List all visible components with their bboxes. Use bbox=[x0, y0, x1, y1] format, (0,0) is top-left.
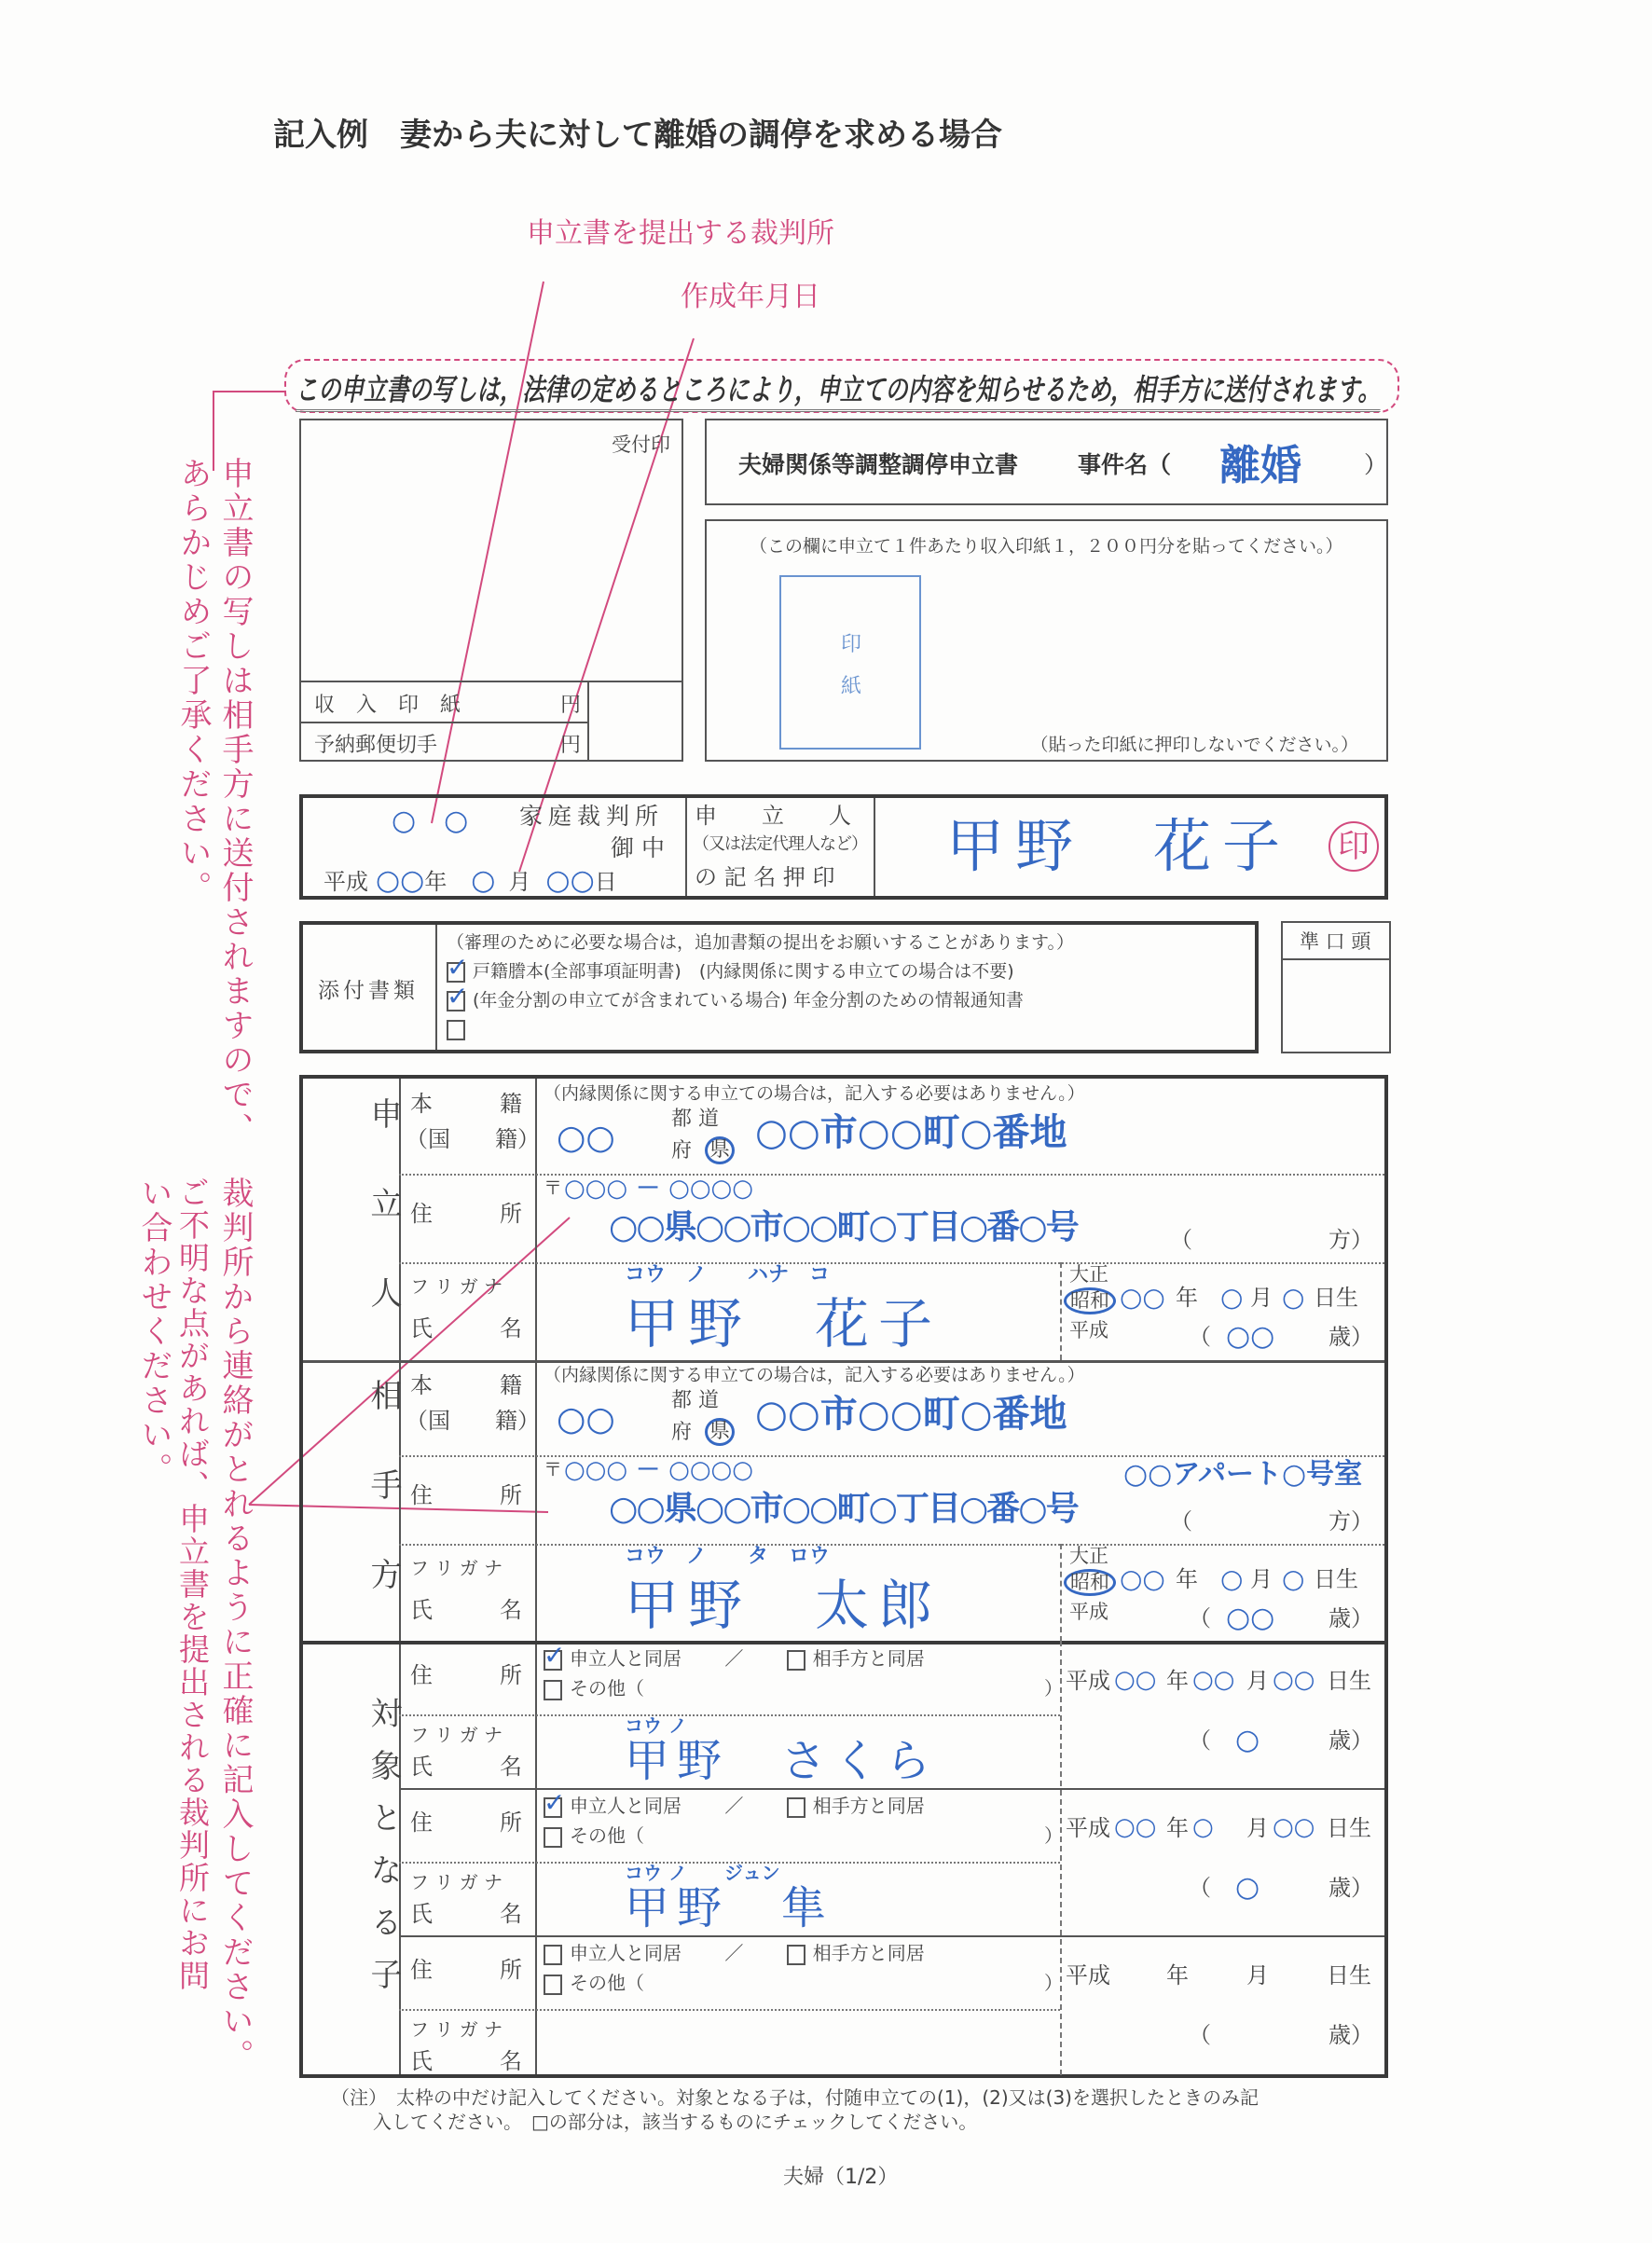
respondent-naien-note: （内縁関係に関する申立ての場合は，記入する必要はありません。） bbox=[544, 1365, 1085, 1385]
respondent-kata-open: （ bbox=[1170, 1508, 1192, 1534]
child-age-unit: 歳） bbox=[1328, 1875, 1373, 1901]
attachment-item[interactable] bbox=[447, 958, 1014, 984]
applicant-furigana-label: フ リ ガ ナ bbox=[410, 1275, 503, 1298]
applicant-name[interactable]: 甲野 花子 bbox=[625, 1292, 943, 1355]
respondent-postal-mark: 〒 bbox=[544, 1458, 562, 1480]
with-applicant-checkbox[interactable] bbox=[544, 1650, 562, 1671]
applicant-birth-day[interactable]: ○ bbox=[1282, 1282, 1305, 1313]
checkbox[interactable] bbox=[447, 991, 465, 1011]
child-other-option bbox=[544, 1676, 644, 1700]
date-day[interactable]: ○○ bbox=[545, 864, 595, 897]
stamp-box-label-top: 印 bbox=[841, 633, 862, 656]
case-name[interactable]: 離婚 bbox=[1219, 442, 1301, 489]
page-label: 夫婦（1/2） bbox=[783, 2166, 899, 2189]
child-age-open: （ bbox=[1189, 1727, 1211, 1754]
attachments-box bbox=[299, 921, 1259, 1053]
signer-label-2: （又は法定代理人など） bbox=[693, 834, 867, 854]
notice-box bbox=[284, 359, 1399, 413]
with-respondent-checkbox[interactable] bbox=[787, 1650, 805, 1671]
stamp-box-label-bottom: 紙 bbox=[841, 675, 862, 698]
child-shimei-label: 氏 名 bbox=[410, 1754, 522, 1780]
child-shimei-label: 氏 名 bbox=[410, 2048, 522, 2074]
signer-label-3: の 記 名 押 印 bbox=[695, 864, 835, 890]
child-month-unit: 月 bbox=[1246, 1962, 1269, 1988]
respondent-year-unit: 年 bbox=[1176, 1566, 1198, 1592]
option-separator: ／ bbox=[724, 1942, 744, 1964]
child-jusho-label: 住 所 bbox=[410, 1957, 522, 1983]
junkoto-label: 準 口 頭 bbox=[1300, 930, 1371, 953]
child-furigana-label: フ リ ガ ナ bbox=[410, 1724, 503, 1746]
respondent-birth-month[interactable]: ○ bbox=[1220, 1563, 1244, 1594]
respondent-age-open: （ bbox=[1189, 1605, 1211, 1631]
applicant-birth-year[interactable]: ○○ bbox=[1120, 1282, 1165, 1313]
applicant-side-label: 申立人 bbox=[365, 1097, 402, 1366]
court-name[interactable]: ○ ○ bbox=[392, 805, 469, 837]
respondent-fu-label: 府 bbox=[671, 1421, 693, 1444]
child-age[interactable]: ○ bbox=[1235, 1871, 1260, 1904]
respondent-jusho-label: 住 所 bbox=[410, 1482, 522, 1508]
attachments-note: （審理のために必要な場合は，追加書類の提出をお願いすることがあります。） bbox=[447, 932, 1074, 953]
date-day-unit: 日 bbox=[594, 869, 617, 895]
signer-label-1: 申 立 人 bbox=[695, 803, 851, 829]
respondent-day-unit: 日生 bbox=[1314, 1566, 1358, 1592]
applicant-honseki-label: 本 籍 bbox=[410, 1091, 522, 1117]
child-birth-month[interactable]: ○○ bbox=[1192, 1666, 1235, 1694]
with-respondent-checkbox[interactable] bbox=[787, 1945, 805, 1965]
other-label: その他（ bbox=[570, 1972, 644, 1994]
child-jusho-label: 住 所 bbox=[410, 1810, 522, 1836]
side-note-3: 裁判所から連絡がとれるように正確に記入してください。 bbox=[216, 1177, 254, 2073]
respondent-kata-label: 方） bbox=[1328, 1508, 1373, 1534]
respondent-section bbox=[303, 1360, 1384, 1647]
applicant-age-unit: 歳） bbox=[1328, 1324, 1373, 1350]
side-note-1: 申立書の写しは相手方に送付されますので、 bbox=[216, 457, 254, 1147]
court-suffix: 家庭裁判所 bbox=[519, 803, 665, 830]
child-age-open: （ bbox=[1189, 1875, 1211, 1901]
applicant-honseki-pref[interactable]: ○○ bbox=[557, 1119, 615, 1157]
respondent-birth-year[interactable]: ○○ bbox=[1120, 1563, 1165, 1594]
child-residence-options bbox=[544, 1646, 925, 1671]
applicant-era-showa-circled[interactable]: 昭和 bbox=[1064, 1287, 1116, 1314]
respondent-todo-label: 都 道 bbox=[671, 1389, 719, 1412]
child-birth-day[interactable]: ○○ bbox=[1273, 1813, 1315, 1841]
child-name[interactable]: 甲野 さくら bbox=[625, 1735, 939, 1787]
with-applicant-label: 申立人と同居 bbox=[570, 1795, 681, 1817]
other-checkbox[interactable] bbox=[544, 1680, 562, 1700]
other-close: ） bbox=[1044, 1972, 1063, 1994]
respondent-ken-circled[interactable]: 県 bbox=[705, 1418, 735, 1446]
date-month-unit: 月 bbox=[508, 869, 531, 895]
revenue-stamp-yen: 円 bbox=[560, 694, 582, 717]
with-applicant-label: 申立人と同居 bbox=[570, 1942, 681, 1964]
footnote-line-1: （注） 太枠の中だけ記入してください。対象となる子は，付随申立ての(1)，(2)又は(3)を選択したときのみ記 bbox=[331, 2086, 1259, 2109]
date-year-unit: 年 bbox=[424, 869, 447, 895]
applicant-naien-note: （内縁関係に関する申立ての場合は，記入する必要はありません。） bbox=[544, 1083, 1085, 1104]
respondent-era-heisei: 平成 bbox=[1069, 1601, 1108, 1623]
respondent-postal-code[interactable]: ○○○ － ○○○○ bbox=[564, 1456, 753, 1484]
attachment-item[interactable] bbox=[447, 987, 1024, 1013]
court-signature-box bbox=[299, 794, 1388, 900]
child-age[interactable]: ○ bbox=[1235, 1724, 1260, 1756]
applicant-kata-open: （ bbox=[1170, 1227, 1192, 1253]
child-residence-options bbox=[544, 1794, 925, 1818]
child-day-unit: 日生 bbox=[1327, 1668, 1371, 1694]
child-birth-month[interactable]: ○ bbox=[1192, 1813, 1214, 1841]
respondent-furigana-label: フ リ ガ ナ bbox=[410, 1557, 503, 1579]
applicant-section bbox=[303, 1079, 1384, 1366]
child-era: 平成 bbox=[1066, 1815, 1110, 1841]
applicant-kata-label: 方） bbox=[1328, 1227, 1373, 1253]
date-month[interactable]: ○ bbox=[471, 864, 496, 897]
reception-box bbox=[299, 419, 683, 762]
respondent-shimei-label: 氏 名 bbox=[410, 1597, 522, 1623]
applicant-kokuseki-label: （国 籍） bbox=[406, 1126, 540, 1152]
notice-text: この申立書の写しは，法律の定めるところにより，申立ての内容を知らせるため，相手方に送付されます。 bbox=[296, 366, 1381, 412]
child-name-kana[interactable]: コウ ノ bbox=[625, 1714, 687, 1737]
stamp-area bbox=[705, 519, 1388, 762]
case-label: 事件名（ bbox=[1078, 451, 1172, 478]
annotation-court: 申立書を提出する裁判所 bbox=[527, 217, 834, 250]
footnote-line-2: 入してください。 □の部分は，該当するものにチェックしてください。 bbox=[373, 2111, 978, 2133]
child-month-unit: 月 bbox=[1246, 1815, 1269, 1841]
child-age-open: （ bbox=[1189, 2022, 1211, 2048]
applicant-fu-label: 府 bbox=[671, 1139, 693, 1163]
child-year-unit: 年 bbox=[1166, 1962, 1189, 1988]
stamp-instruction: （この欄に申立て１件あたり収入印紙１，２００円分を貼ってください。） bbox=[750, 536, 1343, 557]
option-separator: ／ bbox=[724, 1647, 744, 1670]
respondent-birth-day[interactable]: ○ bbox=[1282, 1563, 1305, 1594]
date-era: 平成 bbox=[324, 869, 368, 895]
with-respondent-label: 相手方と同居 bbox=[812, 1647, 925, 1670]
child-birth-year[interactable]: ○○ bbox=[1114, 1813, 1157, 1841]
annotation-date: 作成年月日 bbox=[681, 281, 820, 313]
applicant-era-taisho: 大正 bbox=[1069, 1263, 1108, 1286]
side-note-4: ご不明な点があれば、申立書を提出される裁判所にお問 bbox=[174, 1177, 211, 1992]
attachment-item-label: (年金分割の申立てが含まれている場合) 年金分割のための情報通知書 bbox=[473, 990, 1024, 1011]
with-applicant-label: 申立人と同居 bbox=[570, 1647, 681, 1670]
revenue-stamp-label: 収 入 印 紙 bbox=[314, 694, 468, 717]
child-furigana-label: フ リ ガ ナ bbox=[410, 1871, 503, 1893]
child-shimei-label: 氏 名 bbox=[410, 1901, 522, 1927]
with-respondent-label: 相手方と同居 bbox=[812, 1942, 925, 1964]
applicant-age[interactable]: ○○ bbox=[1226, 1320, 1275, 1353]
child-jusho-label: 住 所 bbox=[410, 1662, 522, 1688]
respondent-name-kana[interactable]: コウ ノ タ ロウ bbox=[625, 1545, 831, 1568]
applicant-address[interactable]: ○○県○○市○○町○丁目○番○号 bbox=[609, 1208, 1078, 1246]
respondent-address[interactable]: ○○県○○市○○町○丁目○番○号 bbox=[609, 1490, 1078, 1528]
children-section bbox=[303, 1641, 1384, 2075]
form-title: 夫婦関係等調整調停申立書 bbox=[738, 451, 1019, 478]
stamp-warning: （貼った印紙に押印しないでください。） bbox=[1030, 735, 1358, 755]
applicant-todo-label: 都 道 bbox=[671, 1108, 719, 1131]
side-note-2: あらかじめご了承ください。 bbox=[174, 457, 212, 905]
respondent-age[interactable]: ○○ bbox=[1226, 1602, 1275, 1634]
postage-yen: 円 bbox=[560, 734, 582, 757]
applicant-birth-month[interactable]: ○ bbox=[1220, 1282, 1244, 1313]
other-close: ） bbox=[1044, 1677, 1063, 1699]
postage-label: 予納郵便切手 bbox=[314, 734, 438, 757]
applicant-jusho-label: 住 所 bbox=[410, 1201, 522, 1227]
applicant-ken-circled[interactable]: 県 bbox=[705, 1136, 735, 1164]
child-year-unit: 年 bbox=[1166, 1815, 1189, 1841]
applicant-shimei-label: 氏 名 bbox=[410, 1315, 522, 1342]
child-era: 平成 bbox=[1066, 1962, 1110, 1988]
child-birth-year[interactable]: ○○ bbox=[1114, 1666, 1157, 1694]
children-side-label: 対象となる子 bbox=[365, 1697, 402, 2010]
with-respondent-label: 相手方と同居 bbox=[812, 1795, 925, 1817]
other-checkbox[interactable] bbox=[544, 1975, 562, 1995]
seal-icon: 印 bbox=[1328, 821, 1379, 872]
case-close: ） bbox=[1364, 451, 1388, 478]
child-age-unit: 歳） bbox=[1328, 2022, 1373, 2048]
checkbox[interactable] bbox=[447, 1020, 465, 1040]
side-note-5: い合わせください。 bbox=[135, 1177, 172, 1487]
respondent-age-unit: 歳） bbox=[1328, 1605, 1373, 1631]
applicant-age-open: （ bbox=[1189, 1324, 1211, 1350]
child-name-kana[interactable]: コウ ノ ジュン bbox=[625, 1862, 780, 1884]
applicant-postal-code[interactable]: ○○○ － ○○○○ bbox=[564, 1175, 753, 1203]
applicant-signature[interactable]: 甲野 花子 bbox=[946, 812, 1292, 880]
filing-date bbox=[324, 865, 617, 896]
stamp-placeholder bbox=[779, 575, 921, 750]
respondent-honseki-pref[interactable]: ○○ bbox=[557, 1400, 615, 1438]
respondent-era-showa-circled[interactable]: 昭和 bbox=[1064, 1569, 1116, 1596]
other-label: その他（ bbox=[570, 1677, 644, 1699]
respondent-kokuseki-label: （国 籍） bbox=[406, 1408, 540, 1434]
applicant-month-unit: 月 bbox=[1250, 1285, 1273, 1311]
junkoto-box bbox=[1281, 921, 1391, 1053]
applicant-year-unit: 年 bbox=[1176, 1285, 1198, 1311]
attachment-item-label: 戸籍謄本(全部事項証明書) (内縁関係に関する申立ての場合は不要) bbox=[473, 961, 1014, 982]
with-applicant-checkbox[interactable] bbox=[544, 1797, 562, 1818]
other-close: ） bbox=[1044, 1824, 1063, 1847]
applicant-day-unit: 日生 bbox=[1314, 1285, 1358, 1311]
applicant-name-kana[interactable]: コウ ノ ハナ コ bbox=[625, 1263, 831, 1287]
child-other-option bbox=[544, 1823, 644, 1848]
child-month-unit: 月 bbox=[1246, 1668, 1269, 1694]
respondent-side-label: 相手方 bbox=[365, 1379, 402, 1647]
child-age-unit: 歳） bbox=[1328, 1727, 1373, 1754]
page-title: 記入例 妻から夫に対して離婚の調停を求める場合 bbox=[273, 117, 1002, 154]
parties-table bbox=[299, 1075, 1388, 2078]
child-name[interactable]: 甲野 隼 bbox=[625, 1882, 834, 1934]
respondent-month-unit: 月 bbox=[1250, 1566, 1273, 1592]
form-title-box bbox=[705, 419, 1388, 505]
option-separator: ／ bbox=[724, 1795, 744, 1817]
respondent-address-apt[interactable]: ○○アパート○号室 bbox=[1123, 1458, 1363, 1491]
other-checkbox[interactable] bbox=[544, 1827, 562, 1848]
date-year[interactable]: ○○ bbox=[375, 864, 425, 897]
applicant-era-heisei: 平成 bbox=[1069, 1319, 1108, 1342]
child-year-unit: 年 bbox=[1166, 1668, 1189, 1694]
onchu-label: 御中 bbox=[611, 834, 673, 861]
respondent-honseki-address[interactable]: ○○市○○町○番地 bbox=[755, 1393, 1067, 1436]
applicant-postal-mark: 〒 bbox=[544, 1177, 562, 1199]
child-residence-options bbox=[544, 1941, 925, 1965]
child-birth-day[interactable]: ○○ bbox=[1273, 1666, 1315, 1694]
applicant-honseki-address[interactable]: ○○市○○町○番地 bbox=[755, 1111, 1067, 1154]
other-label: その他（ bbox=[570, 1824, 644, 1847]
attachment-item[interactable] bbox=[447, 1016, 473, 1042]
respondent-name[interactable]: 甲野 太郎 bbox=[625, 1574, 943, 1637]
checkbox[interactable] bbox=[447, 962, 465, 983]
child-other-option bbox=[544, 1971, 644, 1995]
respondent-era-taisho: 大正 bbox=[1069, 1545, 1108, 1567]
with-applicant-checkbox[interactable] bbox=[544, 1945, 562, 1965]
respondent-honseki-label: 本 籍 bbox=[410, 1372, 522, 1398]
child-era: 平成 bbox=[1066, 1668, 1110, 1694]
child-day-unit: 日生 bbox=[1327, 1815, 1371, 1841]
with-respondent-checkbox[interactable] bbox=[787, 1797, 805, 1818]
reception-stamp-label: 受付印 bbox=[612, 433, 670, 456]
child-day-unit: 日生 bbox=[1327, 1962, 1371, 1988]
attachments-label: 添付書類 bbox=[318, 979, 419, 1003]
child-furigana-label: フ リ ガ ナ bbox=[410, 2018, 503, 2041]
